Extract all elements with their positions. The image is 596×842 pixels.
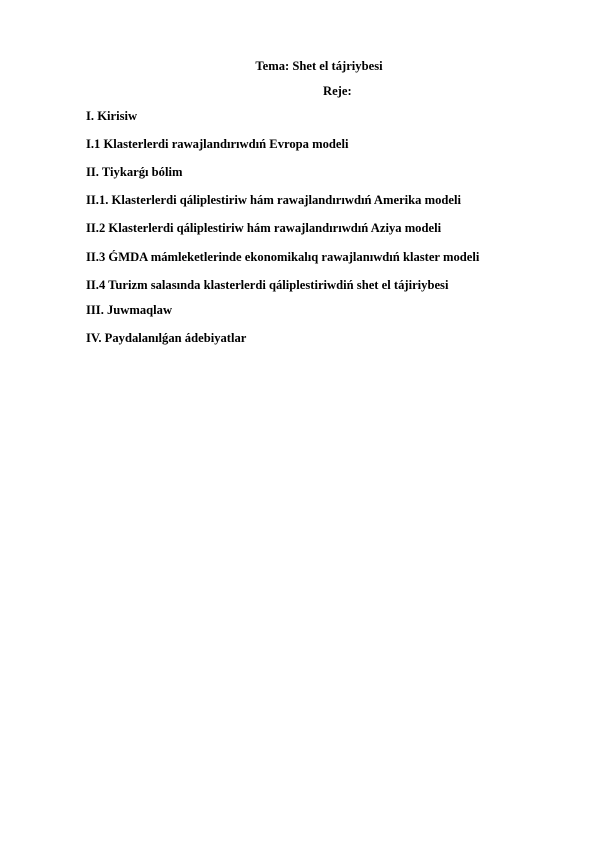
plan-item: IV. Paydalanılǵan ádebiyatlar bbox=[86, 331, 247, 345]
plan-heading: Reje: bbox=[323, 84, 352, 98]
document-title: Tema: Shet el tájriybesi bbox=[255, 59, 383, 73]
plan-item: I.1 Klasterlerdi rawajlandırıwdıń Evropa modeli bbox=[86, 137, 349, 151]
plan-item: II.3 ǴMDA mámleketlerinde ekonomikalıq rawajlanıwdıń klaster modeli bbox=[86, 250, 480, 264]
plan-item: III. Juwmaqlaw bbox=[86, 303, 173, 317]
plan-item: II. Tiykarǵı bólim bbox=[86, 165, 183, 179]
plan-item: II.2 Klasterlerdi qáliplestiriw hám rawajlandırıwdıń Aziya modeli bbox=[86, 221, 442, 235]
plan-item: II.1. Klasterlerdi qáliplestiriw hám rawajlandırıwdıń Amerika modeli bbox=[86, 193, 462, 207]
plan-item: I. Kirisiw bbox=[86, 109, 138, 123]
plan-item: II.4 Turizm salasında klasterlerdi qáliplestiriwdiń shet el tájiriybesi bbox=[86, 278, 449, 292]
